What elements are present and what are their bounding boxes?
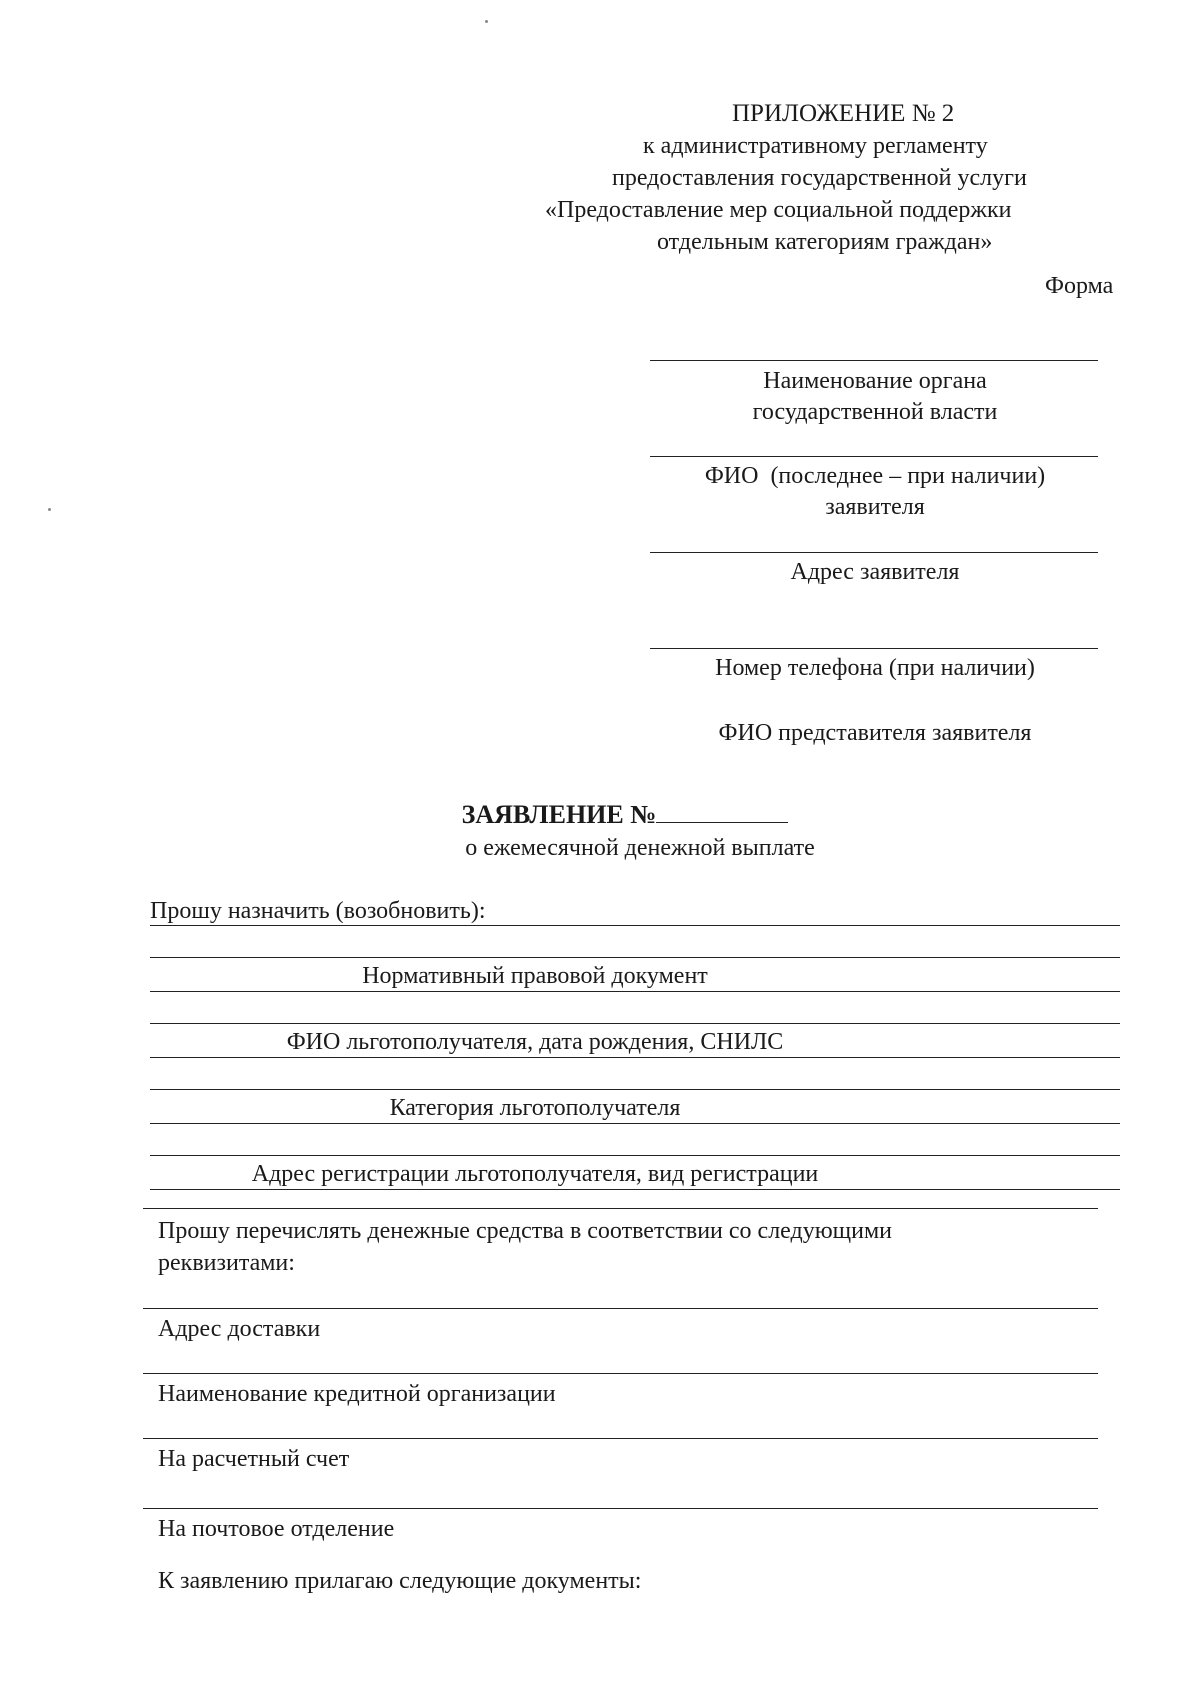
normative-doc-line[interactable] xyxy=(150,957,1120,958)
appendix-title: ПРИЛОЖЕНИЕ № 2 xyxy=(732,100,955,127)
credit-org-caption: Наименование кредитной организации xyxy=(158,1381,556,1407)
attachments-label: К заявлению прилагаю следующие документы: xyxy=(158,1568,642,1594)
applicant-name-line xyxy=(650,456,1098,457)
account-line[interactable] xyxy=(143,1438,1098,1439)
request-label: Прошу назначить (возобновить): xyxy=(150,898,486,924)
applicant-name-caption-line-2: заявителя xyxy=(825,494,925,520)
transfer-text-line-1: Прошу перечислять денежные средства в соответствии со следующими xyxy=(158,1218,893,1244)
credit-org-line[interactable] xyxy=(143,1373,1098,1374)
transfer-text-line-2: реквизитами: xyxy=(158,1250,295,1276)
beneficiary-info-caption: ФИО льготополучателя, дата рождения, СНИЛС xyxy=(286,1029,784,1055)
scan-speck xyxy=(48,508,51,511)
applicant-address-line xyxy=(650,552,1098,553)
normative-doc-caption: Нормативный правовой документ xyxy=(362,963,708,989)
registration-address-caption: Адрес регистрации льготополучателя, вид регистрации xyxy=(251,1161,819,1187)
beneficiary-info-line[interactable] xyxy=(150,1023,1120,1024)
authority-caption-line-1: Наименование органа xyxy=(763,368,987,394)
applicant-name-caption-line-1: ФИО (последнее – при наличии) xyxy=(704,463,1046,489)
beneficiary-category-line[interactable] xyxy=(150,1089,1120,1090)
form-label: Форма xyxy=(1045,273,1114,299)
statement-title xyxy=(300,800,950,830)
normative-doc-underline xyxy=(150,991,1120,992)
phone-line xyxy=(650,648,1098,649)
statement-number-field[interactable] xyxy=(656,800,788,823)
beneficiary-category-underline xyxy=(150,1123,1120,1124)
applicant-address-caption: Адрес заявителя xyxy=(790,559,960,585)
request-line[interactable] xyxy=(150,925,1120,926)
delivery-address-caption: Адрес доставки xyxy=(158,1316,321,1342)
header-line-3: «Предоставление мер социальной поддержки xyxy=(545,197,1012,223)
post-office-line[interactable] xyxy=(143,1508,1098,1509)
delivery-address-line[interactable] xyxy=(143,1308,1098,1309)
beneficiary-info-underline xyxy=(150,1057,1120,1058)
beneficiary-category-caption: Категория льготополучателя xyxy=(389,1095,681,1121)
phone-caption: Номер телефона (при наличии) xyxy=(715,655,1035,681)
statement-title-text: ЗАЯВЛЕНИЕ № xyxy=(461,800,657,829)
representative-caption: ФИО представителя заявителя xyxy=(718,720,1032,746)
post-office-caption: На почтовое отделение xyxy=(158,1516,395,1542)
registration-address-line[interactable] xyxy=(150,1155,1120,1156)
registration-address-underline xyxy=(150,1189,1120,1190)
authority-caption xyxy=(650,366,1100,428)
section-separator xyxy=(143,1208,1098,1209)
scan-speck xyxy=(485,20,488,23)
authority-caption-line-2: государственной власти xyxy=(752,399,998,425)
header-line-4: отдельным категориям граждан» xyxy=(657,229,993,255)
header-line-2: предоставления государственной услуги xyxy=(612,165,1027,191)
header-line-1: к административному регламенту xyxy=(643,133,988,159)
statement-subtitle: о ежемесячной денежной выплате xyxy=(465,835,815,861)
applicant-name-caption xyxy=(650,461,1100,523)
authority-name-line xyxy=(650,360,1098,361)
account-caption: На расчетный счет xyxy=(158,1446,350,1472)
